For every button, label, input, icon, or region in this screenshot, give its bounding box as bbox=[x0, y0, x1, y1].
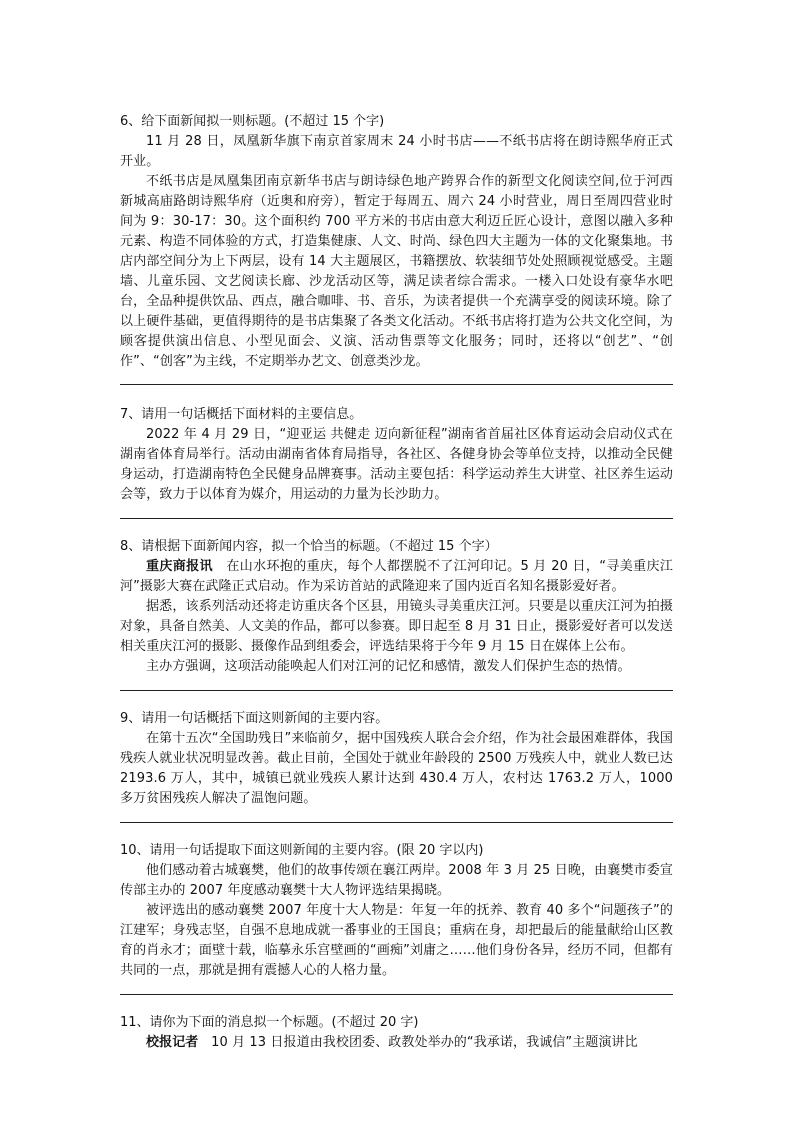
question-8-paragraph-1-text: 在山水环抱的重庆，每个人都摆脱不了江河印记。5 月 20 日，“寻美重庆江河”摄影大赛在武隆正式启动。作为采访首站的武隆迎来了国内近百名知名摄影爱好者。 bbox=[120, 559, 673, 594]
question-11-paragraph-1 bbox=[120, 1033, 673, 1053]
answer-line bbox=[120, 822, 673, 823]
question-6-paragraph-1: 11 月 28 日，凤凰新华旗下南京首家周末 24 小时书店——不纸书店将在朗诗熙华府正式开业。 bbox=[120, 134, 673, 169]
question-11 bbox=[120, 1013, 673, 1053]
question-7-paragraph-1: 2022 年 4 月 29 日，“迎亚运 共健走 迈向新征程”湖南省首届社区体育运动会启动仪式在湖南省体育局举行。活动由湖南省体育局指导，各社区、各健身协会等单位支持，以推动全民健身运动，打造湖南特色全民健身品牌赛事。活动主要包括：科学运动养生大讲堂、社区养生运动会等，致力于以体育为媒介，用运动的力量为长沙助力。 bbox=[120, 427, 673, 502]
answer-line bbox=[120, 384, 673, 385]
question-9-paragraph-1: 在第十五次“全国助残日”来临前夕，据中国残疾人联合会介绍，作为社会最困难群体，我国残疾人就业状况明显改善。截止目前，全国处于就业年龄段的 2500 万残疾人中，就业人数已达 2193.6 万人，其中，城镇已就业残疾人累计达到 430.4 万人，农村达 1763.2 万人，1000 多万贫困残疾人解决了温饱问题。 bbox=[120, 731, 673, 806]
question-10-paragraph-2: 被评选出的感动襄樊 2007 年度十大人物是：年复一年的抚养、教育 40 多个“问题孩子”的江建军；身残志坚，自强不息地成就一番事业的王国良；重病在身，却把最后的能量献给山区教育的肖永才；面壁十载，临摹永乐宫壁画的“画痴”刘庸之……他们身份各异，经历不同，但都有共同的一点，那就是拥有震撼人心的人格力量。 bbox=[120, 903, 673, 978]
question-8-paragraph-1 bbox=[120, 557, 673, 597]
question-11-lead: 校报记者 bbox=[146, 1035, 199, 1050]
question-6-paragraph-2: 不纸书店是凤凰集团南京新华书店与朗诗绿色地产跨界合作的新型文化阅读空间,位于河西新城高庙路朗诗熙华府（近奥和府旁），暂定于每周五、周六 24 小时营业，周日至周四营业时间为 9：30-17：30。这个面积约 700 平方米的书店由意大利迈丘匠心设计，意图以融入多种元素、构造不同体验的方式，打造集健康、人文、时尚、绿色四大主题为一体的文化聚集地。书店内部空间分为上下两层，设有 14 大主题展区，书籍摆放、软装细节处处照顾视觉感受。主题墙、儿童乐园、文艺阅读长廊、沙龙活动区等，满足读者综合需求。一楼入口处设有豪华水吧台，全品种提供饮品、西点，融合咖啡、书、音乐，为读者提供一个充满享受的阅读环境。除了以上硬件基础，更值得期待的是书店集聚了各类文化活动。不纸书店将打造为公共文化空间，为顾客提供演出信息、小型见面会、义演、活动售票等文化服务；同时，还将以“创艺”、“创作”、“创客”为主线，不定期举办艺文、创意类沙龙。 bbox=[120, 174, 673, 369]
answer-line bbox=[120, 994, 673, 995]
question-10 bbox=[120, 841, 673, 995]
question-9-title: 9、请用一句话概括下面这则新闻的主要内容。 bbox=[120, 711, 389, 726]
question-8-title: 8、请根据下面新闻内容，拟一个恰当的标题。（不超过 15 个字） bbox=[120, 539, 498, 554]
question-8-paragraph-3: 主办方强调，这项活动能唤起人们对江河的记忆和感情，激发人们保护生态的热情。 bbox=[146, 659, 631, 674]
question-8-paragraph-2: 据悉，该系列活动还将走访重庆各个区县，用镜头寻美重庆江河。只要是以重庆江河为拍摄对象，具备自然美、人文美的作品，都可以参赛。即日起至 8 月 31 日止，摄影爱好者可以发送相关重庆江河的摄影、摄像作品到组委会，评选结果将于今年 9 月 15 日在媒体上公布。 bbox=[120, 599, 673, 654]
question-7-title: 7、请用一句话概括下面材料的主要信息。 bbox=[120, 407, 363, 422]
question-6 bbox=[120, 112, 673, 385]
question-7 bbox=[120, 405, 673, 519]
question-10-paragraph-1: 他们感动着古城襄樊，他们的故事传颂在襄江两岸。2008 年 3 月 25 日晚，由襄樊市委宣传部主办的 2007 年度感动襄樊十大人物评选结果揭晓。 bbox=[120, 863, 673, 898]
question-11-title: 11、请你为下面的消息拟一个标题。(不超过 20 字) bbox=[120, 1015, 419, 1030]
answer-line bbox=[120, 518, 673, 519]
question-9 bbox=[120, 709, 673, 823]
answer-line bbox=[120, 690, 673, 691]
question-8-lead: 重庆商报讯 bbox=[146, 559, 213, 574]
question-6-title: 6、给下面新闻拟一则标题。(不超过 15 个字) bbox=[120, 114, 385, 129]
question-10-title: 10、请用一句话提取下面这则新闻的主要内容。(限 20 字以内) bbox=[120, 843, 484, 858]
question-list bbox=[120, 112, 673, 1053]
question-8 bbox=[120, 537, 673, 691]
question-11-paragraph-1-text: 10 月 13 日报道由我校团委、政教处举办的“我承诺，我诚信”主题演讲比 bbox=[211, 1035, 638, 1050]
